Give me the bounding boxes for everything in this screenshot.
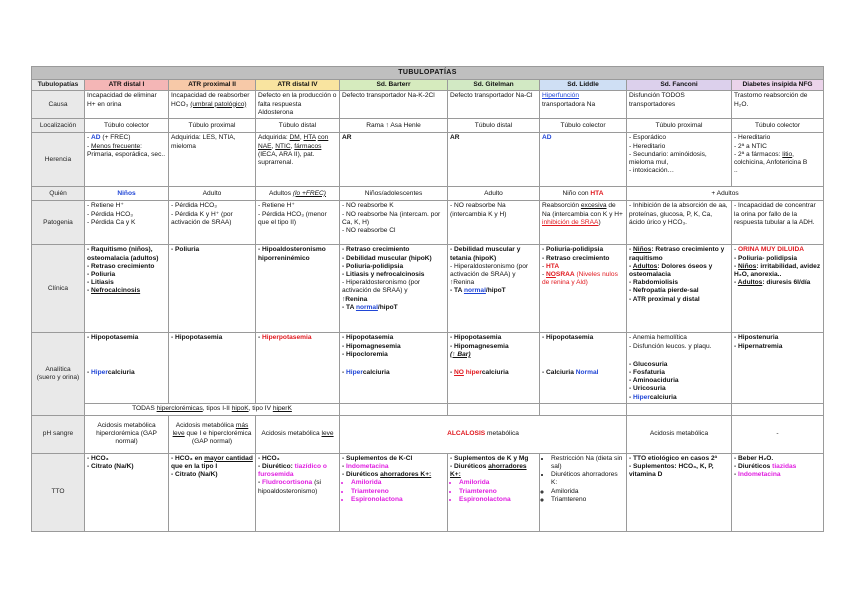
drug-amilorida: ◦ Amilorida	[551, 488, 624, 496]
pat-c4: - NO reabsorbe K - NO reabsorbe Na (intercam. por Ca, K, H) - NO reabsorbe Cl	[340, 201, 448, 245]
label-tto: TTO	[32, 453, 85, 531]
quien-c3: Adultos (lo +FREC)	[256, 187, 340, 201]
clin-c1: - Raquitismo (niños), osteomalacia (adultos) - Retraso crecimiento - Poliuria - Litiasis - Nefrocalcinosis	[85, 245, 169, 333]
causa-c8: Trastorno reabsorción de H₂O.	[732, 91, 824, 119]
quien-c1: Niños	[85, 187, 169, 201]
row-patogenia	[32, 201, 824, 245]
ph-c456: ALCALOSIS metabólica	[340, 415, 627, 453]
loc-c7: Túbulo proximal	[627, 119, 732, 133]
drug-triamtereno: • Triamtereno	[459, 488, 537, 496]
pat-c2: - Pérdida HCO₃ - Pérdida K y H⁺ (por activación de SRAA)	[169, 201, 256, 245]
her-c5: AR	[448, 133, 540, 187]
causa-c1: Incapacidad de eliminar H+ en orina	[85, 91, 169, 119]
anal-c2: - Hipopotasemia	[169, 333, 256, 403]
loc-c8: Túbulo colector	[732, 119, 824, 133]
tto-c6: • Restricción Na (dieta sin sal) • Diuréticos ahorradores K: ◦ Amilorida ◦ Triamtereno	[540, 453, 627, 531]
label-clinica: Clínica	[32, 245, 85, 333]
tto-c1: - HCO₃ - Citrato (Na/K)	[85, 453, 169, 531]
tto-c7: - TTO etiológico en casos 2ª - Suplementos: HCO₃, K, P, vitamina D	[627, 453, 732, 531]
header-atr-distal-4: ATR distal IV	[256, 80, 340, 91]
anal-c3: - Hiperpotasemia	[256, 333, 340, 403]
loc-c2: Túbulo proximal	[169, 119, 256, 133]
quien-c5: Adulto	[448, 187, 540, 201]
header-bartter: Sd. Barterr	[340, 80, 448, 91]
anal-c5: - Hipopotasemia - Hipomagnesemia (↑ Bar) - NO hipercalciuria	[448, 333, 540, 403]
causa-c2: Incapacidad de reabsorber HCO₃ (umbral patológico)	[169, 91, 256, 119]
causa-c6: Hiperfunción transportadora Na	[540, 91, 627, 119]
pat-c6: Reabsorción excesiva de Na (intercambia con K y H+ inhibición de SRAA)	[540, 201, 627, 245]
title-row	[32, 67, 824, 80]
pat-c5: - NO reabsorbe Na (intercambia K y H)	[448, 201, 540, 245]
her-c7: - Esporádico - Hereditario - Secundario: aminóidosis, mieloma mul, - intoxicación…	[627, 133, 732, 187]
quien-c6: Niño con HTA	[540, 187, 627, 201]
anal-c8: - Hipostenuria - Hipernatremia	[732, 333, 824, 403]
header-rowlabel: Tubulopatías	[32, 80, 85, 91]
quien-c2: Adulto	[169, 187, 256, 201]
row-analitica	[32, 333, 824, 403]
clin-c7: - Niños: Retraso crecimiento y raquitismo - Adultos: Dolores óseos y osteomalacia - Rabdomiolisis - Nefropatía pierde-sal - ATR proximal y distal	[627, 245, 732, 333]
pat-c3: - Retiene H⁺ - Pérdida HCO₃ (menor que el tipo II)	[256, 201, 340, 245]
clin-c8: - ORINA MUY DILUIDA - Poliuria- polidipsia - Niños: irritabilidad, avidez H₂O, anorexia.. - Adultos: diuresis 6l/día	[732, 245, 824, 333]
drug-triamtereno: • Triamtereno	[351, 488, 445, 496]
header-atr-proximal-2: ATR proximal II	[169, 80, 256, 91]
loc-c6: Túbulo colector	[540, 119, 627, 133]
pat-c7: - Inhibición de la absorción de aa, proteínas, glucosa, P, K, Ca, ácido úrico y HCO₃.	[627, 201, 732, 245]
header-row	[32, 80, 824, 91]
tto-c4: - Suplementos de K-Cl - Indometacina - Diuréticos ahorradores K+: • Amilorida • Triamtereno • Espironolactona	[340, 453, 448, 531]
row-causa	[32, 91, 824, 119]
anal-c6: - Hipopotasemia - Calciuria Normal	[540, 333, 627, 403]
her-c2: Adquirida: LES, NTIA, mieloma	[169, 133, 256, 187]
quien-c7: + Adultos	[627, 187, 824, 201]
her-c6: AD	[540, 133, 627, 187]
label-patogenia: Patogenia	[32, 201, 85, 245]
tto-c3: - HCO₃ - Diurético: tiazídico o furosemida - Fludrocortisona (si hipoaldosteronismo)	[256, 453, 340, 531]
tubulopathy-table	[31, 66, 824, 532]
header-gitelman: Sd. Gitelman	[448, 80, 540, 91]
label-herencia: Herencia	[32, 133, 85, 187]
row-tto	[32, 453, 824, 531]
table-title: TUBULOPATÍAS	[32, 67, 824, 80]
clin-c6: - Poliuria-polidipsia - Retraso crecimiento - HTA - NOSRAA (Niveles nulos de renina y Ald)	[540, 245, 627, 333]
clin-c5: - Debilidad muscular y tetania (hipoK) - Hiperaldosteronismo (por activación de SRAA) y ↑Renina - TA normal/hipoT	[448, 245, 540, 333]
row-ph	[32, 415, 824, 453]
ph-c1: Acidosis metabólica hiperclorémica (GAP normal)	[85, 415, 169, 453]
her-c3: Adquirida: DM, HTA con NAE, NTIC, fármacos (IECA, ARA II), pat. suprarrenal.	[256, 133, 340, 187]
loc-c4: Rama ↑ Asa Henle	[340, 119, 448, 133]
row-quien	[32, 187, 824, 201]
clin-c2: - Poliuria	[169, 245, 256, 333]
loc-c5: Túbulo distal	[448, 119, 540, 133]
loc-c1: Túbulo colector	[85, 119, 169, 133]
anal-c1: - Hipopotasemia - Hipercalciuria	[85, 333, 169, 403]
tto-c2: - HCO₃ en mayor cantidad que en la tipo I - Citrato (Na/K)	[169, 453, 256, 531]
drug-amilorida: • Amilorida	[351, 479, 445, 487]
ph-c3: Acidosis metabólica leve	[256, 415, 340, 453]
label-causa: Causa	[32, 91, 85, 119]
tto-c8: - Beber H₂O. - Diuréticos tiazidas - Indometacina	[732, 453, 824, 531]
row-localizacion	[32, 119, 824, 133]
clin-c4: - Retraso crecimiento - Debilidad muscular (hipoK) - Poliuria-polidipsia - Litiasis y nefrocalcinosis - Hiperaldosteronismo (por activación de SRAA) y ↑Renina - TA normal/hipoT	[340, 245, 448, 333]
label-ph: pH sangre	[32, 415, 85, 453]
quien-c4: Niños/adolescentes	[340, 187, 448, 201]
drug-amilorida: • Amilorida	[459, 479, 537, 487]
her-c4: AR	[340, 133, 448, 187]
row-herencia	[32, 133, 824, 187]
header-fanconi: Sd. Fanconi	[627, 80, 732, 91]
tubulopathy-sheet	[31, 66, 823, 532]
anal-c7: - Anemia hemolítica - Disfunción leucos. y plaqu. - Glucosuria - Fosfaturia - Aminoaciduria - Uricosuria - Hipercalciuria	[627, 333, 732, 403]
drug-espironolactona: • Espironolactona	[459, 496, 537, 504]
header-atr-distal-1: ATR distal I	[85, 80, 169, 91]
label-analitica: Analítica (suero y orina)	[32, 333, 85, 415]
causa-c5: Defecto transportador Na-Cl	[448, 91, 540, 119]
analitica-footnote: TODAS hiperclorémicas, tipos I-II hipoK, tipo IV hiperK	[85, 403, 340, 415]
pat-c8: - Incapacidad de concentrar la orina por fallo de la respuesta tubular a la ADH.	[732, 201, 824, 245]
label-quien: Quién	[32, 187, 85, 201]
drug-triamtereno: ◦ Triamtereno	[551, 496, 624, 504]
row-analitica-footnote	[32, 403, 824, 415]
anal-c4: - Hipopotasemia - Hipomagnesemia - Hipocloremia - Hipercalciuria	[340, 333, 448, 403]
pat-c1: - Retiene H⁺ - Pérdida HCO₃ - Pérdida Ca y K	[85, 201, 169, 245]
drug-espironolactona: • Espironolactona	[351, 496, 445, 504]
ph-c2: Acidosis metabólica más leve que I e hiperclorémica (GAP normal)	[169, 415, 256, 453]
tto-c5: - Suplementos de K y Mg - Diuréticos ahorradores K+: • Amilorida • Triamtereno • Espironolactona	[448, 453, 540, 531]
ph-c8: -	[732, 415, 824, 453]
loc-c3: Túbulo distal	[256, 119, 340, 133]
clin-c3: - Hipoaldosteronismo hiporreninémico	[256, 245, 340, 333]
ph-c7: Acidosis metabólica	[627, 415, 732, 453]
causa-c3: Defecto en la producción o falta respuesta Aldosterona	[256, 91, 340, 119]
her-c1: - AD (+ FREC) - Menos frecuente: Primaria, esporádica, sec..	[85, 133, 169, 187]
header-liddle: Sd. Liddle	[540, 80, 627, 91]
header-diabetes-insipida: Diabetes insípida NFG	[732, 80, 824, 91]
causa-c4: Defecto transportador Na-K-2Cl	[340, 91, 448, 119]
label-localizacion: Localización	[32, 119, 85, 133]
causa-c7: Disfunción TODOS transportadores	[627, 91, 732, 119]
her-c8: - Hereditario - 2ª a NTIC - 2ª a fármacos: litio, colchicina, Anfotericina B ..	[732, 133, 824, 187]
row-clinica	[32, 245, 824, 333]
